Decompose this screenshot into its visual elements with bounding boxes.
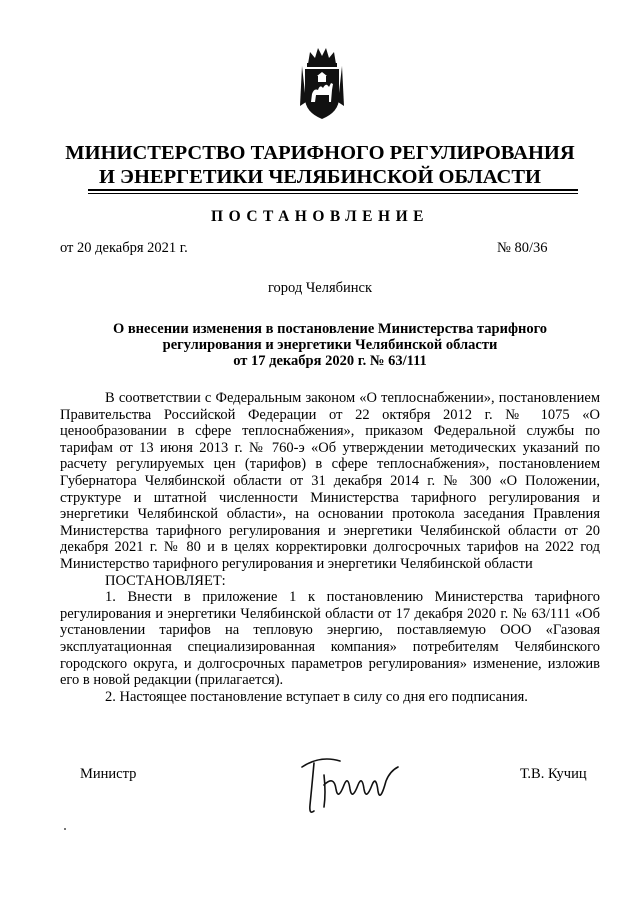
document-type: ПОСТАНОВЛЕНИЕ: [211, 208, 429, 225]
signatory-name: Т.В. Кучиц: [520, 766, 587, 782]
scan-dot: [64, 828, 66, 830]
coat-of-arms-icon: [298, 46, 346, 122]
document-title-line1: О внесении изменения в постановление Министерства тарифного: [112, 321, 548, 337]
document-date: от 20 декабря 2021 г.: [60, 240, 188, 256]
resolves-heading: ПОСТАНОВЛЯЕТ:: [105, 572, 226, 589]
document-city: город Челябинск: [267, 280, 373, 296]
header-divider-thick: [88, 189, 578, 191]
ministry-header: [0, 141, 640, 189]
document-body: [60, 390, 600, 705]
ministry-header-line2: И ЭНЕРГЕТИКИ ЧЕЛЯБИНСКОЙ ОБЛАСТИ: [98, 166, 541, 188]
document-title-line3: от 17 декабря 2020 г. № 63/111: [233, 353, 427, 369]
document-number: № 80/36: [497, 240, 548, 256]
ministry-header-line1: МИНИСТЕРСТВО ТАРИФНОГО РЕГУЛИРОВАНИЯ: [65, 142, 575, 164]
document-title-line2: регулирования и энергетики Челябинской области: [162, 337, 498, 353]
header-divider-thin: [88, 193, 578, 194]
signatory-position: Министр: [80, 766, 137, 782]
handwritten-signature: [290, 745, 410, 820]
item-1-paragraph: 1. Внести в приложение 1 к постановлению Министерства тарифного регулирования и энергетики Челябинской области от 17 декабря 2020 г. № 63/111 «Об установлении тарифов на тепловую энергию, поставляемую ООО «Газовая эксплуатационная специализированная компания» потребителям Челябинского городского округа, и долгосрочных параметров регулирования» изменение, изложив его в новой редакции (прилагается).: [60, 589, 600, 689]
document-title: [60, 321, 600, 369]
item-2-paragraph: 2. Настоящее постановление вступает в силу со дня его подписания.: [105, 688, 528, 705]
preamble-paragraph: В соответствии с Федеральным законом «О теплоснабжении», постановлением Правительства Российской Федерации от 22 октября 2012 г. № 1075 «О ценообразовании в сфере теплоснабжения», приказом Федеральной службы по тарифам от 13 июня 2013 г. № 760-э «Об утверждении методических указаний по расчету регулируемых цен (тарифов) в сфере теплоснабжения», постановлением Губернатора Челябинской области от 31 декабря 2014 г. № 300 «О Положении, структуре и штатной численности Министерства тарифного регулирования и энергетики Челябинской области», на основании протокола заседания Правления Министерства тарифного регулирования и энергетики Челябинской области от 20 декабря 2021 г. № 80 и в целях корректировки долгосрочных тарифов на 2022 год Министерство тарифного регулирования и энергетики Челябинской области: [60, 390, 600, 572]
